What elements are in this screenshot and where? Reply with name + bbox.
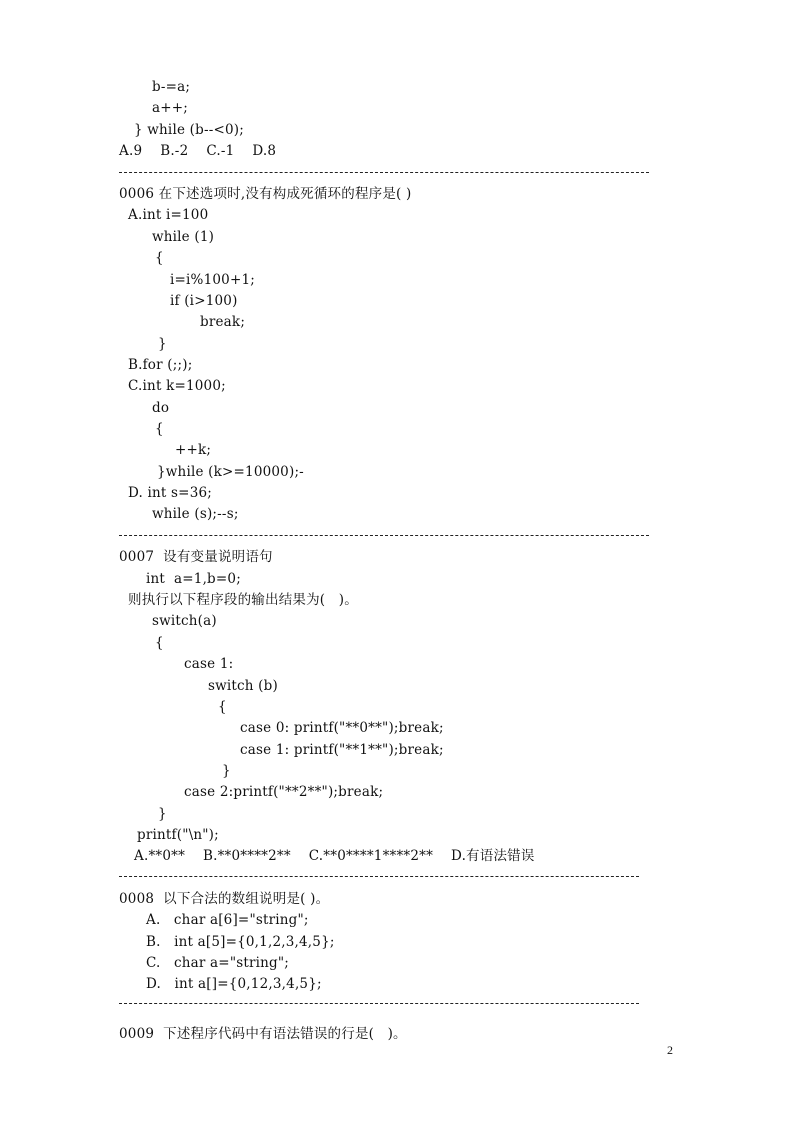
code-line: switch (b) xyxy=(208,678,278,694)
option-line: D. int s=36; xyxy=(128,485,213,501)
code-line: printf("\n"); xyxy=(137,827,219,843)
code-line: ++k; xyxy=(175,442,212,458)
code-line: case 1: xyxy=(184,656,234,672)
code-line: case 2:printf("**2**");break; xyxy=(184,784,384,800)
code-line: }while (k>=10000);- xyxy=(157,464,304,480)
option-line: B.for (;;); xyxy=(128,357,193,373)
answer-options: A.9 B.-2 C.-1 D.8 xyxy=(119,143,277,159)
code-line: { xyxy=(218,699,227,715)
code-line: i=i%100+1; xyxy=(170,272,255,288)
question-title: 0006 在下述选项时,没有构成死循环的程序是( ) xyxy=(119,186,412,202)
page-number: 2 xyxy=(667,1043,673,1057)
code-line: { xyxy=(155,421,164,437)
code-line: case 1: printf("**1**");break; xyxy=(240,742,444,758)
separator-line xyxy=(119,172,649,173)
separator-line xyxy=(119,535,649,536)
code-line: while (1) xyxy=(152,229,215,245)
option-line: C.int k=1000; xyxy=(128,378,226,394)
option-line: B. int a[5]={0,1,2,3,4,5}; xyxy=(146,934,335,950)
question-text: 则执行以下程序段的输出结果为( )。 xyxy=(128,592,358,608)
code-line: b-=a; xyxy=(152,79,191,95)
code-line: while (s);--s; xyxy=(152,506,239,522)
code-line: } xyxy=(222,763,231,779)
code-line: a++; xyxy=(152,100,189,116)
separator-line xyxy=(119,1003,639,1004)
question-title: 0009 下述程序代码中有语法错误的行是( )。 xyxy=(119,1026,407,1042)
code-line: case 0: printf("**0**");break; xyxy=(240,720,444,736)
code-line: { xyxy=(155,250,164,266)
option-line: D. int a[]={0,12,3,4,5}; xyxy=(146,976,322,992)
answer-options: A.**0** B.**0****2** C.**0****1****2** D.有语法错误 xyxy=(134,848,535,864)
code-line: { xyxy=(155,635,164,651)
code-line: int a=1,b=0; xyxy=(146,571,241,587)
code-line: do xyxy=(152,400,170,416)
separator-line xyxy=(119,876,639,877)
option-line: A. char a[6]="string"; xyxy=(146,912,309,928)
question-title: 0007 设有变量说明语句 xyxy=(119,549,273,565)
code-line: break; xyxy=(200,314,246,330)
code-line: } xyxy=(158,336,167,352)
option-line: A.int i=100 xyxy=(128,207,209,223)
question-title: 0008 以下合法的数组说明是( )。 xyxy=(119,891,330,907)
code-line: switch(a) xyxy=(152,613,217,629)
code-line: if (i>100) xyxy=(170,293,238,309)
code-line: } xyxy=(158,806,167,822)
option-line: C. char a="string"; xyxy=(146,955,290,971)
code-line: } while (b--<0); xyxy=(134,122,244,138)
